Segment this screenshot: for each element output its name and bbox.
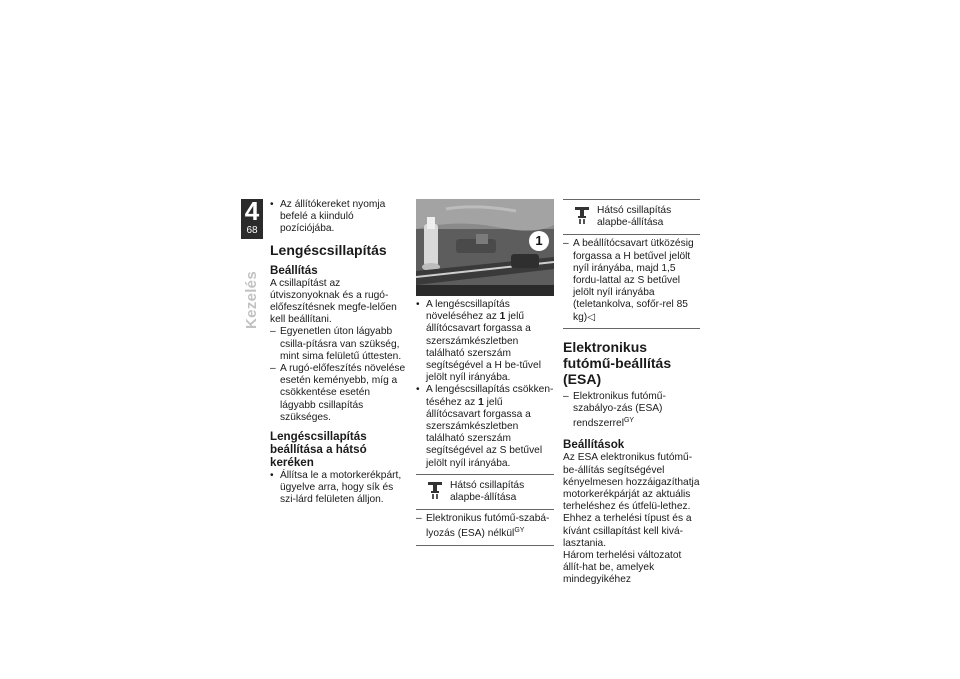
page-number: 68: [246, 225, 258, 236]
wrench-shock-icon: [424, 480, 446, 500]
note-body-2: [563, 235, 700, 327]
section-title-esa: Elektronikus futómű-beállítás (ESA): [563, 338, 672, 387]
basic-setting-note-2: [563, 199, 700, 329]
suspension-photo: [416, 199, 554, 296]
decrease-damping-ref: 1: [478, 396, 484, 408]
esa-dash: [563, 391, 700, 431]
note-dash-2: [563, 238, 700, 323]
column-1: [270, 199, 406, 507]
column-3: [563, 199, 700, 587]
esa-text-1: Az ESA elektronikus futómű-be-állítás segítségével kényelmesen hozzáigazíthatja motorkerékpárját az aktuális terheléshez és útfelü-lethez. Ehhez a terhelési típust és a kívánt csillapítást kell kivá-lasztania.: [563, 452, 700, 549]
note-dash: [416, 513, 554, 540]
rear-damping-bullet: • Állítsa le a motorkerékpárt, ügyelve arra, hogy sík és szi-lárd felületen álljon.: [270, 470, 406, 507]
section-title-damping: Lengéscsillapítás: [270, 241, 387, 258]
setting-dash-1: – Egyenetlen úton lágyabb csilla-pításra van szükség, mint sima felületű úttesten.: [270, 326, 406, 363]
note-header: [416, 475, 554, 510]
note-title-2: Hátsó csillapítás alapbe-állítása: [597, 205, 672, 229]
note-dash-sup: GY: [514, 527, 525, 535]
chapter-number: 4: [244, 196, 260, 226]
note-dash-text: Elektronikus futómű-szabá-lyozás (ESA) nélkül: [426, 513, 550, 540]
photo-callout-label: 1: [535, 233, 543, 248]
subsection-title-settings: Beállítások: [563, 438, 625, 452]
setting-dash-2: – A rugó-előfeszítés növelése esetén keményebb, míg a csökkentése esetén lágyabb csillapítás szükséges.: [270, 363, 406, 424]
note-header-2: [563, 200, 700, 235]
increase-damping-ref: 1: [499, 311, 506, 323]
column-2: [416, 199, 554, 546]
intro-bullet: • Az állítókereket nyomja befelé a kiinduló pozíciójába.: [270, 199, 406, 236]
chapter-side-label: Kezelés: [243, 271, 260, 329]
note-title: Hátsó csillapítás alapbe-állítása: [450, 479, 525, 504]
note-dash-2-text: A beállítócsavart ütközésig forgassa a H betűvel jelölt nyíl irányába, majd 1,5 fordu-lattal az S betűvel jelölt nyíl irányába (teletankolva, sofőr-rel 85 kg): [573, 238, 694, 323]
decrease-damping-bullet: [416, 384, 554, 469]
increase-damping-pre: A lengéscsillapítás növeléséhez az: [426, 299, 510, 323]
decrease-damping-post: jelű állítócsavart forgassa a szerszámkészletben található szerszám segítségével az S betűvel jelölt nyíl irányába.: [426, 396, 543, 469]
decrease-damping-pre: A lengéscsillapítás csökken-téséhez az: [426, 384, 554, 408]
esa-dash-sup: GY: [623, 417, 635, 425]
subsection-title-rear-damping: Lengéscsillapítás beállítása a hátsó keréken: [270, 430, 367, 470]
end-mark: ◁: [587, 311, 595, 323]
increase-damping-post: jelű állítócsavart forgassa a szerszámkészletben található szerszám segítségével a H be-tűvel jelölt nyíl irányába.: [426, 311, 541, 384]
basic-setting-note: [416, 474, 554, 546]
setting-text: A csillapítást az útviszonyoknak és a rugó-előfeszítésnek megfe-lelően kell beállítani.: [270, 277, 397, 326]
esa-text-2: Három terhelési változatot állít-hat be, amelyek mindegyikéhez: [563, 550, 682, 586]
increase-damping-bullet: [416, 299, 554, 384]
wrench-shock-icon: [571, 205, 593, 225]
note-body: [416, 510, 554, 544]
subsection-title-setting: Beállítás: [270, 263, 318, 277]
esa-dash-text: Elektronikus futómű-szabályo-zás (ESA) rendszerrel: [573, 390, 666, 430]
